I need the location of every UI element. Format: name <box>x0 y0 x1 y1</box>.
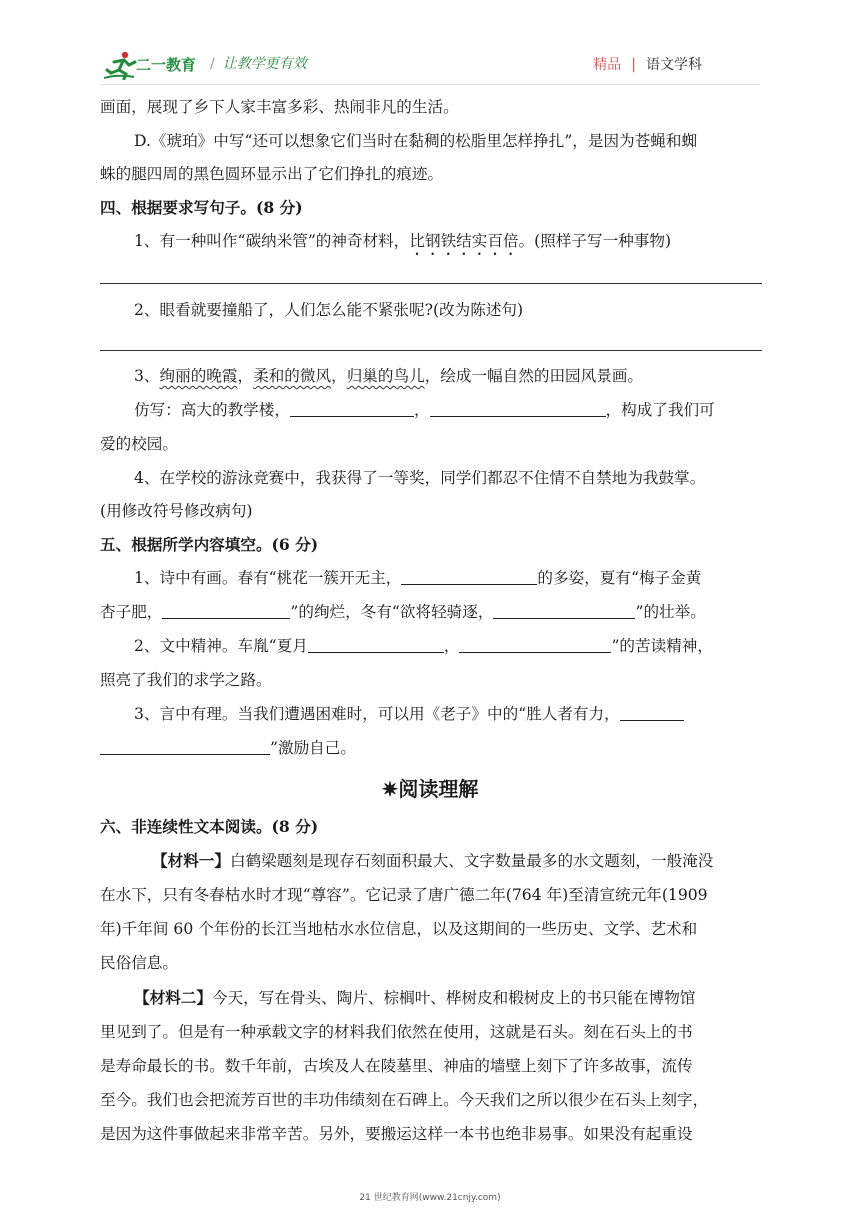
quality-label: 精品 <box>593 57 622 73</box>
fill-blank[interactable] <box>308 636 444 653</box>
text-line: 年)千年间 60 个年份的长江当地枯水水位信息，以及这期间的一些历史、文学、艺术和 <box>100 920 698 938</box>
question-4-3: 3、绚丽的晚霞，柔和的微风，归巢的鸟儿，绘成一幅自然的田园风景画。 <box>134 367 644 385</box>
text-line: 在水下，只有冬春枯水时才现“尊容”。它记录了唐广德二年(764 年)至清宣统元年(1909 <box>100 886 708 904</box>
text-line: 蛛的腿四周的黑色圆环显示出了它们挣扎的痕迹。 <box>100 165 444 183</box>
header-divider <box>100 84 760 85</box>
material-tag: 【材料二】 <box>134 988 212 1007</box>
q-text: 2、文中精神。车胤“夏月 <box>134 637 308 655</box>
text-line: 里见到了。但是有一种承载文字的材料我们依然在使用，这就是石头。刻在石头上的书 <box>100 1023 693 1041</box>
q-text: 白鹤梁题刻是现存石刻面积最大、文字数量最多的水文题刻，一般淹没 <box>229 852 714 870</box>
question-4-3-imitation: 仿写：高大的教学楼， ， ，构成了我们可 <box>134 401 715 419</box>
question-4-2: 2、眼看就要撞船了，人们怎么能不紧张呢?(改为陈述句) <box>134 301 524 319</box>
fill-blank[interactable] <box>430 400 606 417</box>
section-6-title: 六、非连续性文本阅读。(8 分) <box>100 817 319 836</box>
slogan-text: 让教学更有效 <box>222 56 307 72</box>
answer-line[interactable] <box>100 283 762 284</box>
q-text: 3、言中有理。当我们遭遇困难时，可以用《老子》中的“胜人者有力， <box>134 705 620 723</box>
page-header <box>100 44 760 84</box>
fill-blank[interactable] <box>459 636 611 653</box>
wavy-phrase: 柔和的微风 <box>253 367 332 385</box>
q-text: ， <box>443 637 460 655</box>
header-slogan: / 让教学更有效 <box>210 56 307 72</box>
text-line: 爱的校园。 <box>100 435 178 453</box>
material-2-line <box>134 988 762 1008</box>
section-4-title: 四、根据要求写句子。(8 分) <box>100 198 303 217</box>
q-text: ”激励自己。 <box>270 739 356 757</box>
text-line: 民俗信息。 <box>100 954 178 972</box>
fill-blank[interactable] <box>162 602 290 619</box>
material-1-line <box>152 851 762 871</box>
q-text: 3、 <box>134 367 160 385</box>
question-5-1-cont <box>100 602 762 622</box>
q-text: ”的壮举。 <box>635 603 706 621</box>
material-tag: 【材料一】 <box>152 851 230 870</box>
q-text: ，绘成一幅自然的田园风景画。 <box>424 367 644 385</box>
wavy-phrase: 归巢的鸟儿 <box>346 367 425 385</box>
section-reading-title: ✷阅读理解 <box>381 777 479 801</box>
question-5-2 <box>134 636 762 656</box>
fill-blank[interactable] <box>620 704 684 721</box>
wavy-phrase: 绚丽的晚霞 <box>159 367 238 385</box>
q-text: ”的绚烂，冬有“欲将轻骑逐， <box>290 603 494 621</box>
q-text: ，构成了我们可 <box>605 401 715 419</box>
fill-blank[interactable] <box>493 602 635 619</box>
text-line: 至今。我们也会把流芳百世的丰功伟绩刻在石碑上。今天我们之所以很少在石头上刻字， <box>100 1091 709 1109</box>
answer-line[interactable] <box>100 350 762 351</box>
dotted-phrase: 比钢铁结实百倍 <box>409 232 519 250</box>
text-line: 照亮了我们的求学之路。 <box>100 671 272 689</box>
q-text: ”的苦读精神， <box>611 637 713 655</box>
q-text: 杏子肥， <box>100 603 163 621</box>
runner-logo-icon <box>104 50 138 80</box>
text-line: 画面，展现了乡下人家丰富多彩、热闹非凡的生活。 <box>100 98 459 116</box>
text-line: (用修改符号修改病句) <box>100 502 253 520</box>
question-4-4: 4、在学校的游泳竞赛中，我获得了一等奖，同学们都忍不住情不自禁地为我鼓掌。 <box>134 469 706 487</box>
logo-text: 二一教育 <box>136 56 197 74</box>
fill-blank[interactable] <box>100 738 270 755</box>
section-5-title: 五、根据所学内容填空。(6 分) <box>100 535 319 554</box>
question-5-1 <box>134 568 762 588</box>
q-text: 1、有一种叫作“碳纳米管”的神奇材料， <box>134 232 410 250</box>
q-text: 今天，写在骨头、陶片、棕榈叶、桦树皮和椴树皮上的书只能在博物馆 <box>211 989 696 1007</box>
header-right: 精品 | 语文学科 <box>593 57 702 73</box>
fill-blank[interactable] <box>401 568 537 585</box>
text-line: D.《琥珀》中写“还可以想象它们当时在黏稠的松脂里怎样挣扎”，是因为苍蝇和蜘 <box>134 132 698 150</box>
site-logo <box>100 48 196 80</box>
page-footer: 21 世纪教育网(www.21cnjy.com) <box>359 1193 501 1203</box>
q-text: 仿写：高大的教学楼， <box>134 401 290 419</box>
q-text: 。(照样子写一种事物) <box>518 232 672 250</box>
subject-label: 语文学科 <box>646 57 702 73</box>
q-text: 1、诗中有画。春有“桃花一簇开无主， <box>134 569 402 587</box>
question-5-3-cont <box>100 738 762 758</box>
fill-blank[interactable] <box>290 400 414 417</box>
question-5-3 <box>134 704 762 724</box>
text-line: 是因为这件事做起来非常辛苦。另外，要搬运这样一本书也绝非易事。如果没有起重设 <box>100 1125 693 1143</box>
question-4-1 <box>134 231 762 259</box>
q-text: 的多姿，夏有“梅子金黄 <box>537 569 702 587</box>
text-line: 是寿命最长的书。数千年前，古埃及人在陵墓里、神庙的墙壁上刻下了许多故事，流传 <box>100 1057 693 1075</box>
